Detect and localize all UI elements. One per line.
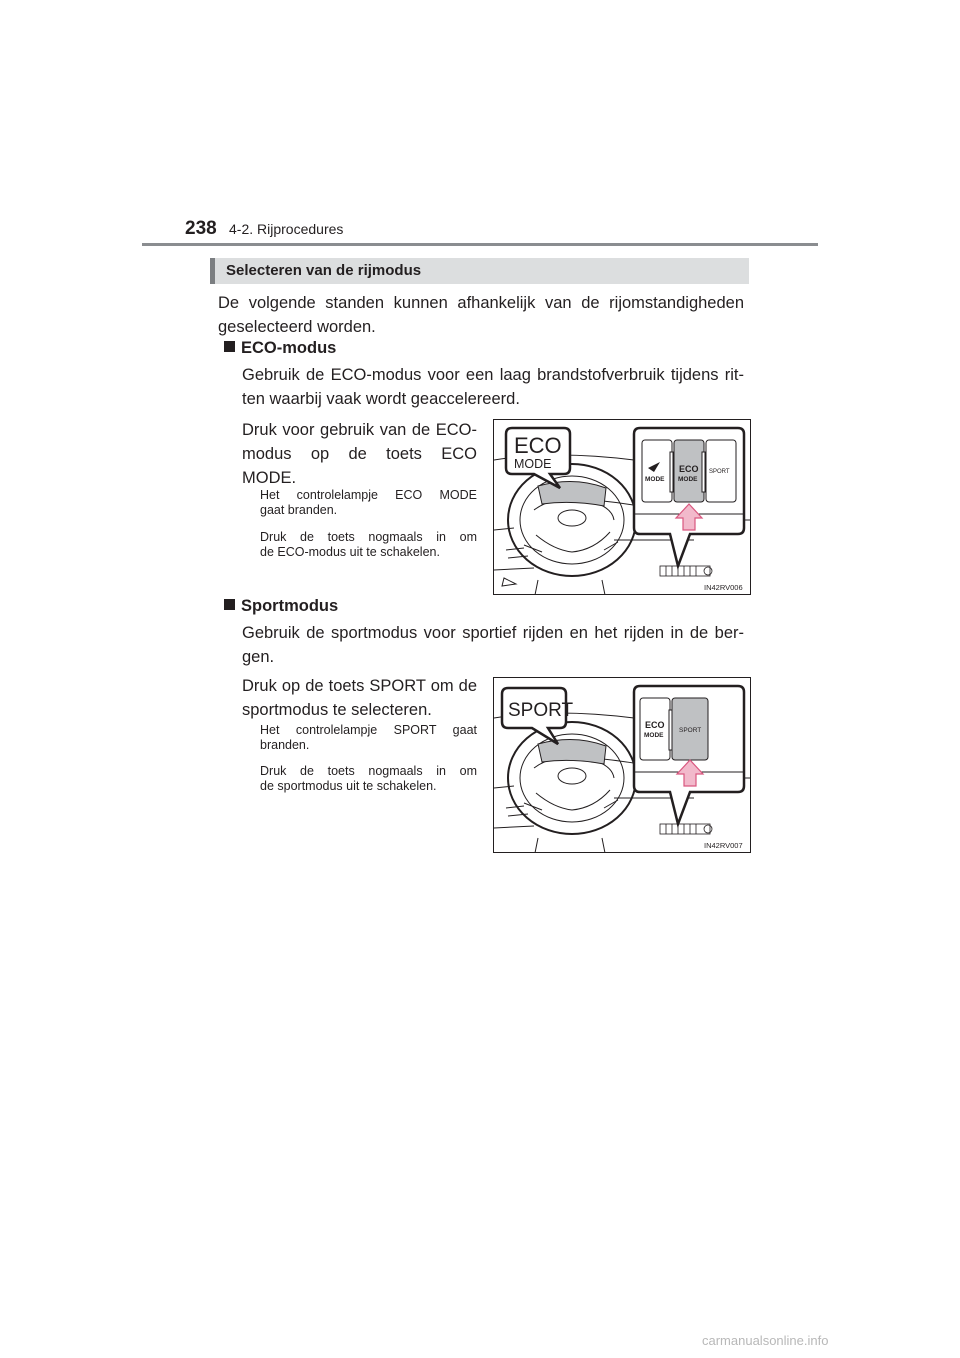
intro-line-1: De volgende standen kunnen afhankelijk van de rijomstandigheden: [218, 294, 744, 312]
intro-line-2: geselecteerd worden.: [218, 318, 376, 336]
sport-zoom-panel: [634, 686, 744, 824]
eco-instr-line-2: modus op de toets ECO: [242, 445, 477, 463]
eco-note-1-line-2: gaat branden.: [260, 503, 338, 517]
sport-note-2-line-1: Druk de toets nogmaals in om: [260, 764, 477, 778]
eco-btn-label-bottom: MODE: [644, 732, 664, 739]
chapter-title: 4-2. Rijprocedures: [229, 221, 344, 237]
eco-desc-line-1: Gebruik de ECO-modus voor een laag brandstofverbruik tijdens rit-: [242, 366, 744, 384]
sport-heading: [224, 597, 338, 616]
header-rule: [142, 243, 818, 246]
sport-btn-label: SPORT: [709, 469, 730, 475]
sport-heading-label: Sportmodus: [241, 597, 339, 615]
cluster-shape: [538, 739, 606, 764]
eco-zoom-panel: [634, 428, 744, 566]
sport-instr-line-1: Druk op de toets SPORT om de: [242, 677, 477, 695]
sport-btn-label: SPORT: [679, 727, 702, 734]
watermark: carmanualsonline.info: [702, 1333, 829, 1348]
eco-heading-label: ECO-modus: [241, 339, 337, 357]
eco-callout-bubble: [506, 428, 570, 488]
eco-figure-code: IN42RV006: [704, 583, 743, 592]
sport-figure-code: IN42RV007: [704, 841, 743, 850]
ev-mode-label: MODE: [645, 476, 665, 483]
callout-sport-text: SPORT: [508, 700, 574, 721]
callout-eco-text: ECO: [514, 433, 562, 458]
square-bullet-icon: [224, 341, 235, 352]
sport-desc-line-2: gen.: [242, 648, 275, 666]
square-bullet-icon: [224, 599, 235, 610]
eco-btn-label-bottom: MODE: [678, 476, 698, 483]
sport-note-1-line-1: Het controlelampje SPORT gaat: [260, 723, 477, 737]
sport-mode-figure: [493, 677, 751, 853]
page-number: 238: [185, 218, 217, 239]
section-title: Selecteren van de rijmodus: [226, 262, 422, 279]
section-accent: [210, 258, 215, 284]
eco-note-2-line-2: de ECO-modus uit te schakelen.: [260, 545, 440, 559]
sport-callout-bubble: [502, 688, 574, 744]
eco-desc-line-2: ten waarbij vaak wordt geaccelereerd.: [242, 390, 520, 408]
eco-instr-line-1: Druk voor gebruik van de ECO-: [242, 421, 477, 439]
eco-btn-label-top: ECO: [679, 464, 699, 474]
section-bar: [210, 258, 749, 284]
sport-desc-line-1: Gebruik de sportmodus voor sportief rijden en het rijden in de ber-: [242, 624, 744, 642]
eco-btn-label-top: ECO: [645, 720, 665, 730]
eco-instr-line-3: MODE.: [242, 469, 297, 487]
sport-note-2-line-2: de sportmodus uit te schakelen.: [260, 779, 437, 793]
eco-mode-figure: [493, 419, 751, 595]
eco-heading: [224, 339, 336, 358]
sport-instr-line-2: sportmodus te selecteren.: [242, 701, 432, 719]
cluster-shape: [538, 481, 606, 506]
eco-note-1-line-1: Het controlelampje ECO MODE: [260, 488, 477, 502]
sport-note-1-line-2: branden.: [260, 738, 310, 752]
eco-note-2-line-1: Druk de toets nogmaals in om: [260, 530, 477, 544]
callout-mode-text: MODE: [514, 457, 552, 471]
